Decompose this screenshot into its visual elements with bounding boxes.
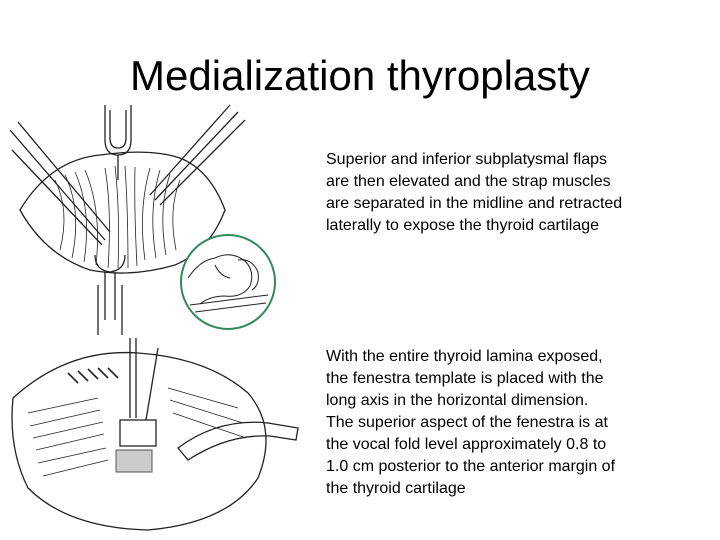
description-paragraph-1: Superior and inferior subplatysmal flaps are then elevated and the strap muscles are separated in the midline and retracted laterally to expose the thyroid cartilage bbox=[326, 151, 623, 234]
strap-muscle-fibers bbox=[55, 166, 180, 268]
right-forceps bbox=[150, 105, 245, 205]
fenestra-template-frame bbox=[120, 420, 156, 446]
slide-title: Medialization thyroplasty bbox=[130, 52, 590, 99]
surgical-field-illustration bbox=[10, 100, 320, 335]
fenestra-template bbox=[116, 450, 152, 472]
left-forceps bbox=[10, 122, 110, 245]
thyroid-lamina-illustration bbox=[8, 338, 308, 538]
inferior-retractor bbox=[95, 255, 125, 335]
cartilage-hatching bbox=[68, 368, 118, 383]
probe-instrument bbox=[130, 338, 136, 418]
patient-position-inset bbox=[181, 235, 275, 329]
superior-retractor bbox=[105, 105, 131, 180]
lateral-retractor bbox=[178, 422, 298, 460]
description-paragraph-2: With the entire thyroid lamina exposed, the fenestra template is placed with the long axis in the horizontal dimension. The superior aspect of the fenestra is at the vocal fold level approximately 0.8 to 1.0 cm posterior to the anterior margin of the thyroid cartilage bbox=[326, 348, 616, 497]
